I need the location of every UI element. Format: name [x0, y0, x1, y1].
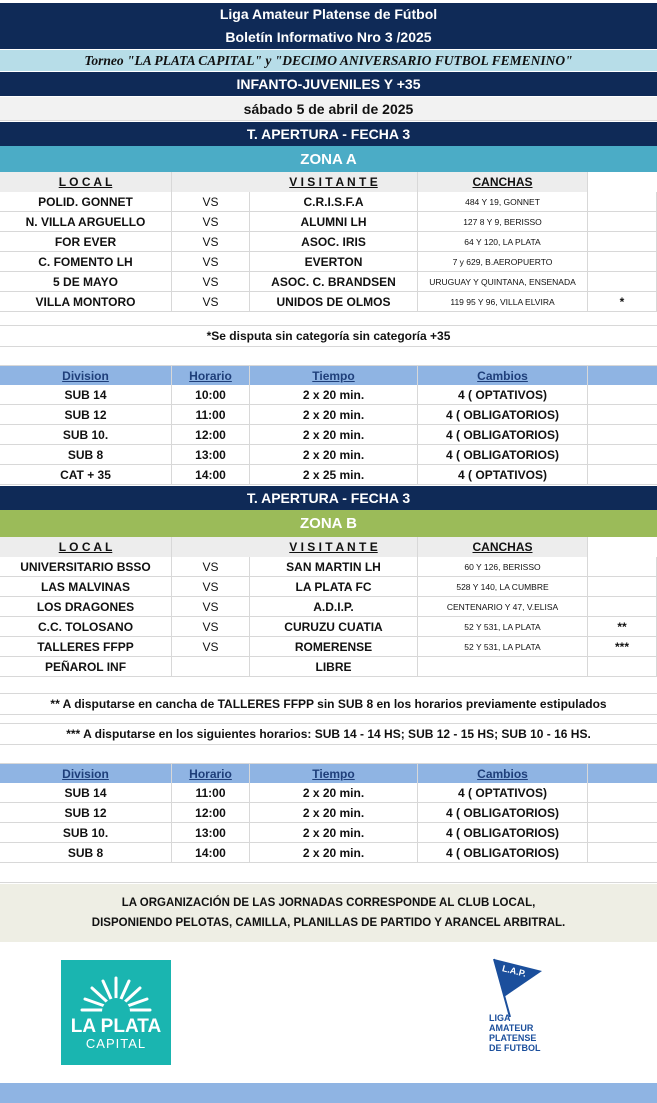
cancha-address: [418, 657, 588, 676]
local-team: VILLA MONTORO: [0, 292, 172, 311]
note-mark: **: [588, 617, 657, 636]
zona-b-note-1: ** A disputarse en cancha de TALLERES FFPP sin SUB 8 en los horarios previamente estipulados: [50, 697, 607, 711]
canchas-column-header: CANCHAS: [418, 537, 588, 557]
cancha-address: CENTENARIO Y 47, V.ELISA: [418, 597, 588, 616]
division-cell: SUB 8: [0, 445, 172, 464]
visitante-team: ROMERENSE: [250, 637, 418, 656]
local-team: 5 DE MAYO: [0, 272, 172, 291]
division-header: Division: [0, 764, 172, 783]
sunburst-icon: [61, 960, 171, 1015]
visitante-team: ASOC. C. BRANDSEN: [250, 272, 418, 291]
division-header: Division: [0, 366, 172, 385]
zona-a-schedule-header: [0, 366, 657, 385]
zona-a-note: *Se disputa sin categoría sin categoría +35: [206, 329, 451, 343]
tiempo-cell: 2 x 20 min.: [250, 823, 418, 842]
blank-row: [0, 346, 657, 366]
match-row: [0, 557, 657, 577]
visitante-team: ASOC. IRIS: [250, 232, 418, 251]
horario-header: Horario: [172, 366, 250, 385]
cambios-cell: 4 ( OBLIGATORIOS): [418, 843, 588, 862]
local-team: LOS DRAGONES: [0, 597, 172, 616]
schedule-row: [0, 783, 657, 803]
division-cell: SUB 14: [0, 385, 172, 404]
zona-a-label: ZONA A: [0, 146, 657, 172]
tiempo-cell: 2 x 20 min.: [250, 843, 418, 862]
bulletin-title: Boletín Informativo Nro 3 /2025: [0, 25, 657, 49]
vs-label: [172, 657, 250, 676]
horario-cell: 10:00: [172, 385, 250, 404]
schedule-row: [0, 425, 657, 445]
note-mark: [588, 252, 657, 271]
vs-label: VS: [172, 557, 250, 576]
division-cell: SUB 8: [0, 843, 172, 862]
match-row: [0, 577, 657, 597]
visitante-column-header: V I S I T A N T E: [250, 172, 418, 192]
division-cell: SUB 12: [0, 803, 172, 822]
vs-label: VS: [172, 292, 250, 311]
match-row: [0, 637, 657, 657]
visitante-team: LA PLATA FC: [250, 577, 418, 596]
vs-label: VS: [172, 272, 250, 291]
cancha-address: 52 Y 531, LA PLATA: [418, 617, 588, 636]
match-row: [0, 192, 657, 212]
tiempo-cell: 2 x 20 min.: [250, 385, 418, 404]
division-cell: CAT + 35: [0, 465, 172, 484]
tiempo-cell: 2 x 25 min.: [250, 465, 418, 484]
visitante-team: SAN MARTIN LH: [250, 557, 418, 576]
match-row: [0, 657, 657, 677]
cancha-address: 484 Y 19, GONNET: [418, 192, 588, 211]
tiempo-cell: 2 x 20 min.: [250, 425, 418, 444]
date-title: sábado 5 de abril de 2025: [0, 97, 657, 121]
footer-line-2: DISPONIENDO PELOTAS, CAMILLA, PLANILLAS DE PARTIDO Y ARANCEL ARBITRAL.: [91, 917, 566, 929]
horario-header: Horario: [172, 764, 250, 783]
tournament-banner: Torneo "LA PLATA CAPITAL" y "DECIMO ANIVERSARIO FUTBOL FEMENINO": [0, 50, 657, 71]
schedule-row: [0, 823, 657, 843]
division-cell: SUB 10.: [0, 425, 172, 444]
horario-cell: 13:00: [172, 445, 250, 464]
note-mark: *: [588, 292, 657, 311]
visitante-team: A.D.I.P.: [250, 597, 418, 616]
blank-row: [0, 680, 657, 694]
footer-notice: [0, 884, 657, 942]
match-row: [0, 212, 657, 232]
local-team: LAS MALVINAS: [0, 577, 172, 596]
league-title: Liga Amateur Platense de Fútbol: [0, 3, 657, 25]
horario-cell: 14:00: [172, 843, 250, 862]
division-cell: SUB 14: [0, 783, 172, 802]
note-mark: [588, 657, 657, 676]
schedule-row: [0, 445, 657, 465]
zona-a-fecha-title: T. APERTURA - FECHA 3: [0, 122, 657, 146]
cancha-address: 119 95 Y 96, VILLA ELVIRA: [418, 292, 588, 311]
local-team: PEÑAROL INF: [0, 657, 172, 676]
cambios-cell: 4 ( OPTATIVOS): [418, 385, 588, 404]
cambios-cell: 4 ( OPTATIVOS): [418, 465, 588, 484]
tiempo-header: Tiempo: [250, 764, 418, 783]
category-title: INFANTO-JUVENILES Y +35: [0, 72, 657, 96]
horario-cell: 14:00: [172, 465, 250, 484]
zona-a-columns-header: [0, 172, 657, 192]
visitante-team: EVERTON: [250, 252, 418, 271]
vs-label: VS: [172, 192, 250, 211]
local-column-header: L O C A L: [0, 172, 172, 192]
tiempo-cell: 2 x 20 min.: [250, 405, 418, 424]
la-plata-capital-logo: LA PLATA CAPITAL: [61, 960, 171, 1065]
cancha-address: 64 Y 120, LA PLATA: [418, 232, 588, 251]
blank-row: [0, 863, 657, 883]
schedule-row: [0, 843, 657, 863]
visitante-team: ALUMNI LH: [250, 212, 418, 231]
local-team: C.C. TOLOSANO: [0, 617, 172, 636]
horario-cell: 11:00: [172, 405, 250, 424]
note-mark: [588, 597, 657, 616]
tiempo-cell: 2 x 20 min.: [250, 783, 418, 802]
visitante-team: C.R.I.S.F.A: [250, 192, 418, 211]
vs-label: VS: [172, 577, 250, 596]
division-cell: SUB 12: [0, 405, 172, 424]
local-team: FOR EVER: [0, 232, 172, 251]
zona-b-columns-header: [0, 537, 657, 557]
cancha-address: 52 Y 531, LA PLATA: [418, 637, 588, 656]
cancha-address: URUGUAY Y QUINTANA, ENSENADA: [418, 272, 588, 291]
vs-label: VS: [172, 252, 250, 271]
cambios-header: Cambios: [418, 366, 588, 385]
cancha-address: 528 Y 140, LA CUMBRE: [418, 577, 588, 596]
note-mark: ***: [588, 637, 657, 656]
cancha-address: 127 8 Y 9, BERISSO: [418, 212, 588, 231]
match-row: [0, 292, 657, 312]
local-team: POLID. GONNET: [0, 192, 172, 211]
match-row: [0, 252, 657, 272]
cambios-cell: 4 ( OBLIGATORIOS): [418, 425, 588, 444]
note-mark: [588, 192, 657, 211]
schedule-row: [0, 405, 657, 425]
horario-cell: 12:00: [172, 425, 250, 444]
vs-label: VS: [172, 597, 250, 616]
zona-b-schedule-header: [0, 764, 657, 783]
cambios-cell: 4 ( OBLIGATORIOS): [418, 803, 588, 822]
lap-logo: L.A.P. LIGA AMATEUR PLATENSE DE FUTBOL: [480, 955, 580, 1065]
cambios-cell: 4 ( OBLIGATORIOS): [418, 823, 588, 842]
tiempo-cell: 2 x 20 min.: [250, 803, 418, 822]
cambios-cell: 4 ( OBLIGATORIOS): [418, 405, 588, 424]
note-mark: [588, 232, 657, 251]
pennant-flag-icon: [480, 955, 580, 1021]
tiempo-cell: 2 x 20 min.: [250, 445, 418, 464]
canchas-column-header: CANCHAS: [418, 172, 588, 192]
schedule-row: [0, 465, 657, 485]
horario-cell: 13:00: [172, 823, 250, 842]
horario-cell: 12:00: [172, 803, 250, 822]
vs-label: VS: [172, 617, 250, 636]
tiempo-header: Tiempo: [250, 366, 418, 385]
visitante-team: LIBRE: [250, 657, 418, 676]
match-row: [0, 597, 657, 617]
local-column-header: L O C A L: [0, 537, 172, 557]
schedule-row: [0, 803, 657, 823]
cambios-cell: 4 ( OPTATIVOS): [418, 783, 588, 802]
blank-row: [0, 744, 657, 764]
note-mark: [588, 212, 657, 231]
visitante-column-header: V I S I T A N T E: [250, 537, 418, 557]
visitante-team: UNIDOS DE OLMOS: [250, 292, 418, 311]
cambios-header: Cambios: [418, 764, 588, 783]
match-row: [0, 232, 657, 252]
vs-label: VS: [172, 637, 250, 656]
vs-label: VS: [172, 232, 250, 251]
cancha-address: 7 y 629, B.AEROPUERTO: [418, 252, 588, 271]
blank-row: [0, 714, 657, 724]
local-team: C. FOMENTO LH: [0, 252, 172, 271]
division-cell: SUB 10.: [0, 823, 172, 842]
match-row: [0, 272, 657, 292]
match-row: [0, 617, 657, 637]
vs-label: VS: [172, 212, 250, 231]
zona-b-fecha-title: T. APERTURA - FECHA 3: [0, 486, 657, 510]
local-team: UNIVERSITARIO BSSO: [0, 557, 172, 576]
horario-cell: 11:00: [172, 783, 250, 802]
bottom-bar: [0, 1083, 657, 1103]
cambios-cell: 4 ( OBLIGATORIOS): [418, 445, 588, 464]
schedule-row: [0, 385, 657, 405]
note-mark: [588, 272, 657, 291]
zona-b-note-2: *** A disputarse en los siguientes horarios: SUB 14 - 14 HS; SUB 12 - 15 HS; SUB 10 - 16 HS.: [66, 727, 591, 741]
local-team: TALLERES FFPP: [0, 637, 172, 656]
zona-b-label: ZONA B: [0, 510, 657, 537]
visitante-team: CURUZU CUATIA: [250, 617, 418, 636]
footer-line-1: LA ORGANIZACIÓN DE LAS JORNADAS CORRESPONDE AL CLUB LOCAL,: [121, 897, 536, 909]
local-team: N. VILLA ARGUELLO: [0, 212, 172, 231]
blank-row: [0, 312, 657, 326]
note-mark: [588, 557, 657, 576]
cancha-address: 60 Y 126, BERISSO: [418, 557, 588, 576]
note-mark: [588, 577, 657, 596]
